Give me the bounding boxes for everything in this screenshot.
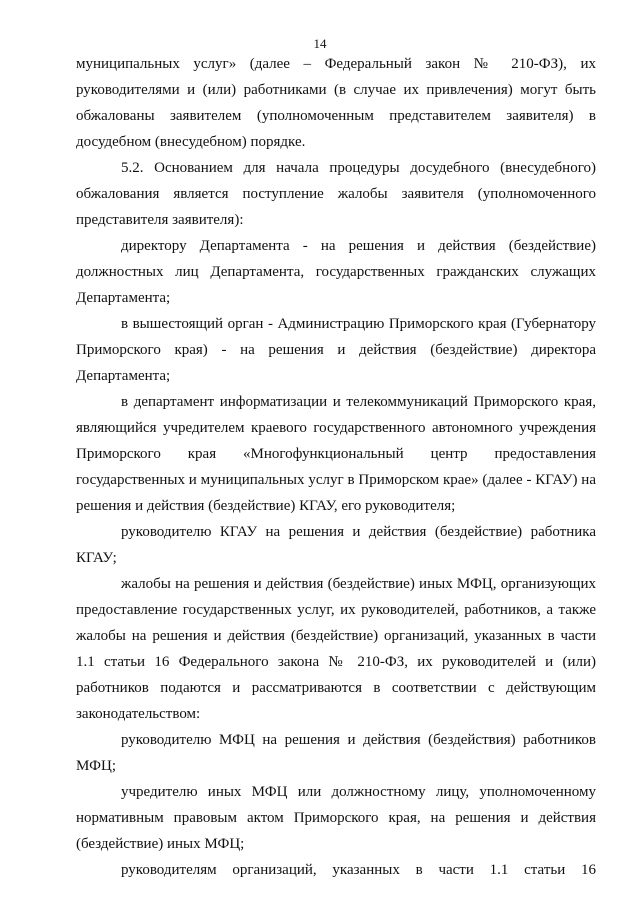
page-number: 14 [313,36,327,51]
paragraph-organizations-heads: руководителям организаций, указанных в части 1.1 статьи 16 [121,862,596,878]
paragraph-mfc-head: руководителю МФЦ на решения и действия (бездействия) работников МФЦ; [76,732,596,774]
paragraph-it-department: в департамент информатизации и телекоммуникаций Приморского края, являющийся учредителем краевого государственного автономного учреждения Приморского края «Многофункциональный центр предоставления государственных и муниципальных услуг в Приморском крае» (далее - КГАУ) на решения и действия (бездействие) КГАУ, его руководителя; [76,394,596,514]
paragraph-director: директору Департамента - на решения и действия (бездействие) должностных лиц Департамента, государственных гражданских служащих Департамента; [76,238,596,306]
paragraph-5-2: 5.2. Основанием для начала процедуры досудебного (внесудебного) обжалования является поступление жалобы заявителя (уполномоченного представителя заявителя): [76,160,596,228]
paragraph-continuation: муниципальных услуг» (далее – Федеральный закон № 210-ФЗ), их руководителями и (или) работниками (в случае их привлечения) могут быть обжалованы заявителем (уполномоченным представителем заявителя) в досудебном (внесудебном) порядке. [76,56,596,150]
paragraph-kgau-head: руководителю КГАУ на решения и действия (бездействие) работника КГАУ; [76,524,596,566]
paragraph-higher-authority: в вышестоящий орган - Администрацию Приморского края (Губернатору Приморского края) - на решения и действия (бездействие) директора Департамента; [76,316,596,384]
document-body [76,51,596,883]
paragraph-mfc-founder: учредителю иных МФЦ или должностному лицу, уполномоченному нормативным правовым актом Приморского края, на решения и действия (бездействие) иных МФЦ; [76,784,596,852]
paragraph-other-mfc-complaints: жалобы на решения и действия (бездействие) иных МФЦ, организующих предоставление государственных услуг, их руководителей, работников, а также жалобы на решения и действия (бездействие) организаций, указанных в части 1.1 статьи 16 Федерального закона № 210-ФЗ, их руководителей и (или) работников подаются и рассматриваются в соответствии с действующим законодательством: [76,576,596,722]
